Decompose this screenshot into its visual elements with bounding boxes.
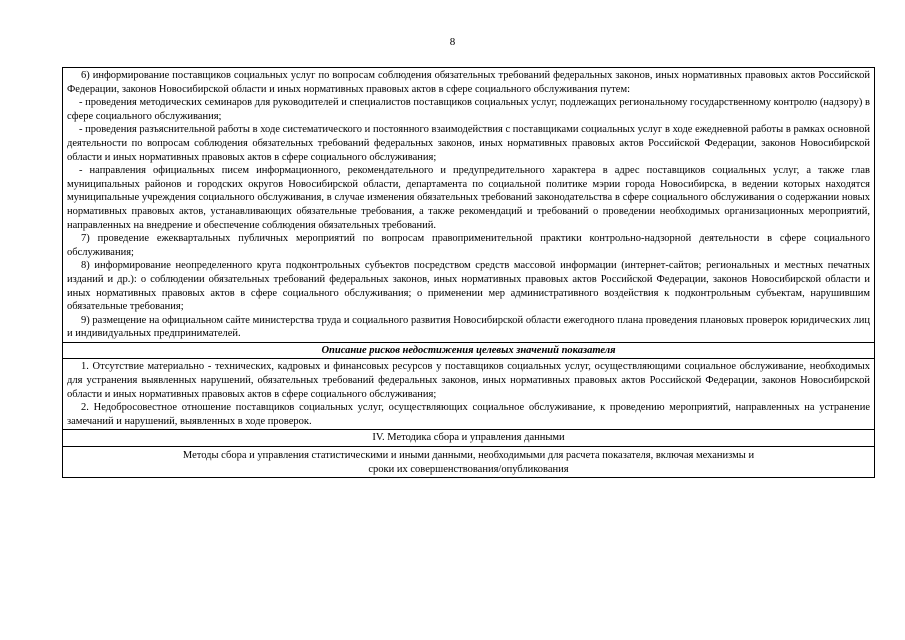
risks-heading: Описание рисков недостижения целевых значений показателя xyxy=(63,342,875,359)
methods-line-2: сроки их совершенствования/опубликования xyxy=(368,463,569,475)
item-7: 7) проведение ежеквартальных публичных мероприятий по вопросам правоприменительной практики контрольно-надзорной деятельности в сфере социального обслуживания; xyxy=(67,233,870,258)
risks-heading-row xyxy=(63,342,875,359)
item-6-bullet-seminars: - проведения методических семинаров для руководителей и специалистов поставщиков социальных услуг, подлежащих региональному государственному контролю (надзору) в сфере социального обслуживания; xyxy=(67,97,870,122)
methods-line-1: Методы сбора и управления статистическими и иными данными, необходимыми для расчета показателя, включая механизмы и xyxy=(182,450,755,462)
item-6-intro: 6) информирование поставщиков социальных услуг по вопросам соблюдения обязательных требований федеральных законов, иных нормативных правовых актов Российской Федерации, законов Новосибирской области и иных нормативных правовых актов в сфере социального обслуживания путем: xyxy=(67,70,870,95)
document-table xyxy=(62,67,875,478)
page-number: 8 xyxy=(449,36,456,48)
informing-cell xyxy=(63,68,875,343)
item-9: 9) размещение на официальном сайте министерства труда и социального развития Новосибирской области ежегодного плана проведения плановых проверок юридических лиц и индивидуальных предпринимателей. xyxy=(67,314,870,340)
methods-row xyxy=(63,447,875,478)
section-4-row xyxy=(63,430,875,447)
risk-2: 2. Недобросовестное отношение поставщиков социальных услуг, осуществляющих социальное обслуживание, к проведению мероприятий, направленных на устранение замечаний и нарушений, выявленных в ходе проверок. xyxy=(67,402,870,427)
risks-cell xyxy=(63,359,875,430)
item-6-bullet-official-letters: - направления официальных писем информационного, рекомендательного и предупредительного характера в адрес поставщиков социальных услуг, а также глав муниципальных районов и городских округов Новосибирской области, департамента по социальной политике мэрии города Новосибирска, в ведении которых находятся муниципальные учреждения социального обслуживания, в случае изменения обязательных требований законодательства в сфере социального обслуживания о содержании новых нормативных правовых актов, устанавливающих обязательные требования, а также рекомендаций и требований о проведении необходимых организационных мероприятий, направленных на внедрение и обеспечение соблюдения обязательных требований. xyxy=(67,165,870,231)
item-8: 8) информирование неопределенного круга подконтрольных субъектов посредством средств массовой информации (интернет-сайтов; региональных и местных печатных изданий и др.): о соблюдении обязательных требований федеральных законов, иных нормативных правовых актов Российской Федерации, законов Новосибирской области и иных нормативных правовых актов в сфере социального обслуживания; о применении мер административного воздействия к подконтрольным субъектам, нарушившим обязательные требования; xyxy=(67,260,870,313)
methods-cell xyxy=(63,447,875,478)
risks-row xyxy=(63,359,875,430)
risk-1: 1. Отсутствие материально - технических, кадровых и финансовых ресурсов у поставщиков социальных услуг, осуществляющими социальное обслуживание, необходимых для устранения выявленных нарушений, обязательных требований федеральных законов, иных нормативных правовых актов Российской Федерации, законов Новосибирской области и иных нормативных правовых актов в сфере социального обслуживания; xyxy=(67,361,870,400)
informing-row xyxy=(63,68,875,343)
section-4-title: IV. Методика сбора и управления данными xyxy=(63,430,875,447)
item-6-bullet-explanatory-work: - проведения разъяснительной работы в ходе систематического и постоянного взаимодействия с поставщиками социальных услуг в ходе ежедневной работы в рамках основной деятельности по вопросам соблюдения обязательных требований федеральных законов, иных нормативных правовых актов Российской Федерации, законов Новосибирской области и иных нормативных правовых актов в сфере социального обслуживания; xyxy=(67,124,870,163)
